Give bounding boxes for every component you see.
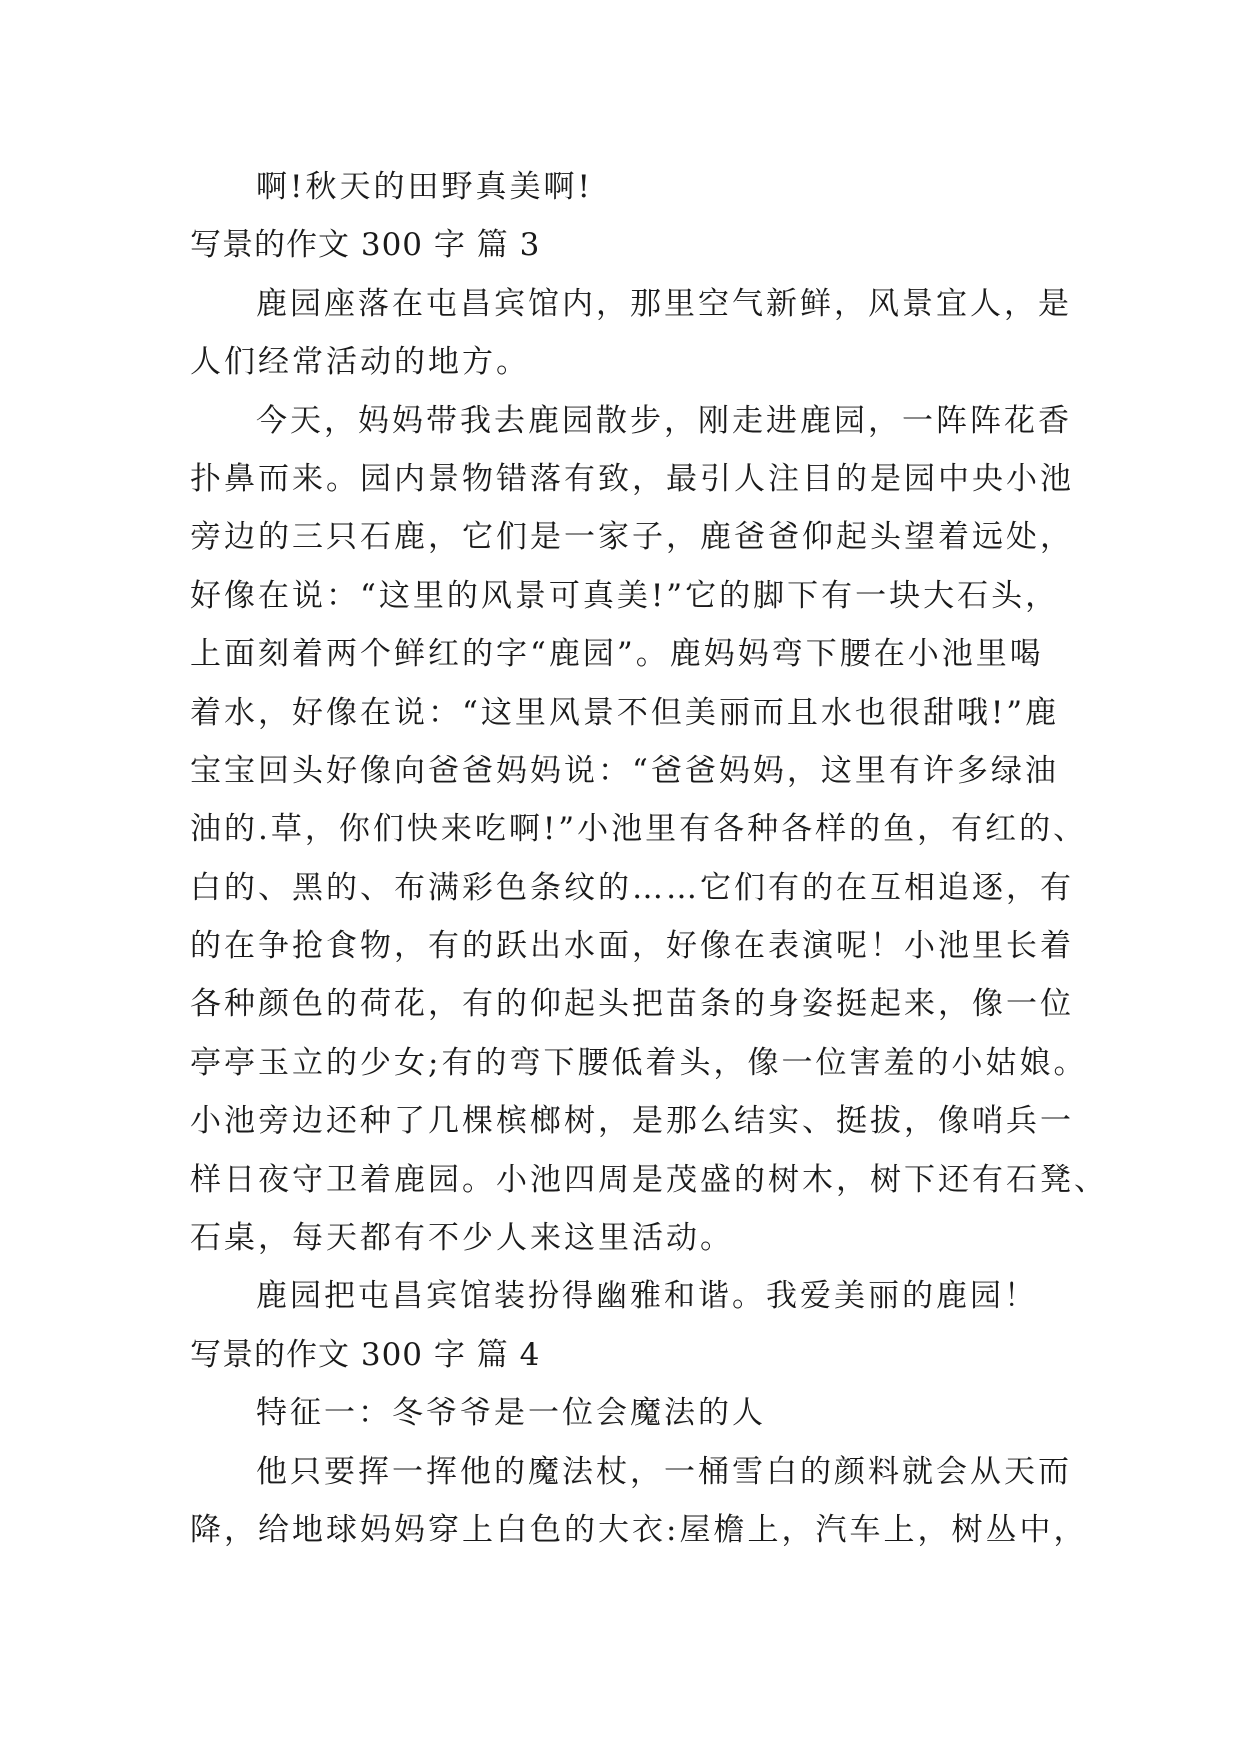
text-line: 宝宝回头好像向爸爸妈妈说：“爸爸妈妈，这里有许多绿油 xyxy=(190,752,1059,789)
text-line: 石桌，每天都有不少人来这里活动。 xyxy=(190,1220,734,1257)
text-line: 旁边的三只石鹿，它们是一家子，鹿爸爸仰起头望着远处， xyxy=(190,519,1074,556)
text-line: 好像在说：“这里的风景可真美!”它的脚下有一块大石头， xyxy=(190,577,1060,614)
text-line: 鹿园把屯昌宾馆装扮得幽雅和谐。我爱美丽的鹿园！ xyxy=(256,1278,1038,1315)
text-line: 特征一：冬爷爷是一位会魔法的人 xyxy=(256,1395,766,1432)
text-line: 白的、黑的、布满彩色条纹的……它们有的在互相追逐，有 xyxy=(190,869,1074,906)
text-line: 鹿园座落在屯昌宾馆内，那里空气新鲜，风景宜人，是 xyxy=(256,285,1072,322)
text-line: 啊!秋天的田野真美啊! xyxy=(256,169,593,205)
text-line: 今天，妈妈带我去鹿园散步，刚走进鹿园，一阵阵花香 xyxy=(256,402,1072,439)
section-heading: 写景的作文 300 字 篇 3 xyxy=(190,227,541,264)
text-line: 各种颜色的荷花，有的仰起头把苗条的身姿挺起来，像一位 xyxy=(190,986,1074,1023)
text-line: 扑鼻而来。园内景物错落有致，最引人注目的是园中央小池 xyxy=(190,460,1074,497)
text-line: 亭亭玉立的少女;有的弯下腰低着头，像一位害羞的小姑娘。 xyxy=(190,1044,1088,1081)
text-line: 降，给地球妈妈穿上白色的大衣:屋檐上，汽车上，树丛中， xyxy=(190,1511,1088,1548)
text-line: 的在争抢食物，有的跃出水面，好像在表演呢！小池里长着 xyxy=(190,928,1074,965)
section-heading: 写景的作文 300 字 篇 4 xyxy=(190,1336,541,1373)
document-page xyxy=(190,158,1108,1559)
text-line: 上面刻着两个鲜红的字“鹿园”。鹿妈妈弯下腰在小池里喝 xyxy=(190,636,1044,673)
text-line: 油的.草，你们快来吃啊!”小池里有各种各样的鱼，有红的、 xyxy=(190,811,1088,848)
text-line: 样日夜守卫着鹿园。小池四周是茂盛的树木，树下还有石凳、 xyxy=(190,1161,1108,1198)
text-line: 小池旁边还种了几棵槟榔树，是那么结实、挺拔，像哨兵一 xyxy=(190,1103,1074,1140)
text-line: 着水，好像在说：“这里风景不但美丽而且水也很甜哦!”鹿 xyxy=(190,694,1060,731)
text-line: 人们经常活动的地方。 xyxy=(190,344,530,381)
text-line: 他只要挥一挥他的魔法杖，一桶雪白的颜料就会从天而 xyxy=(256,1453,1072,1490)
